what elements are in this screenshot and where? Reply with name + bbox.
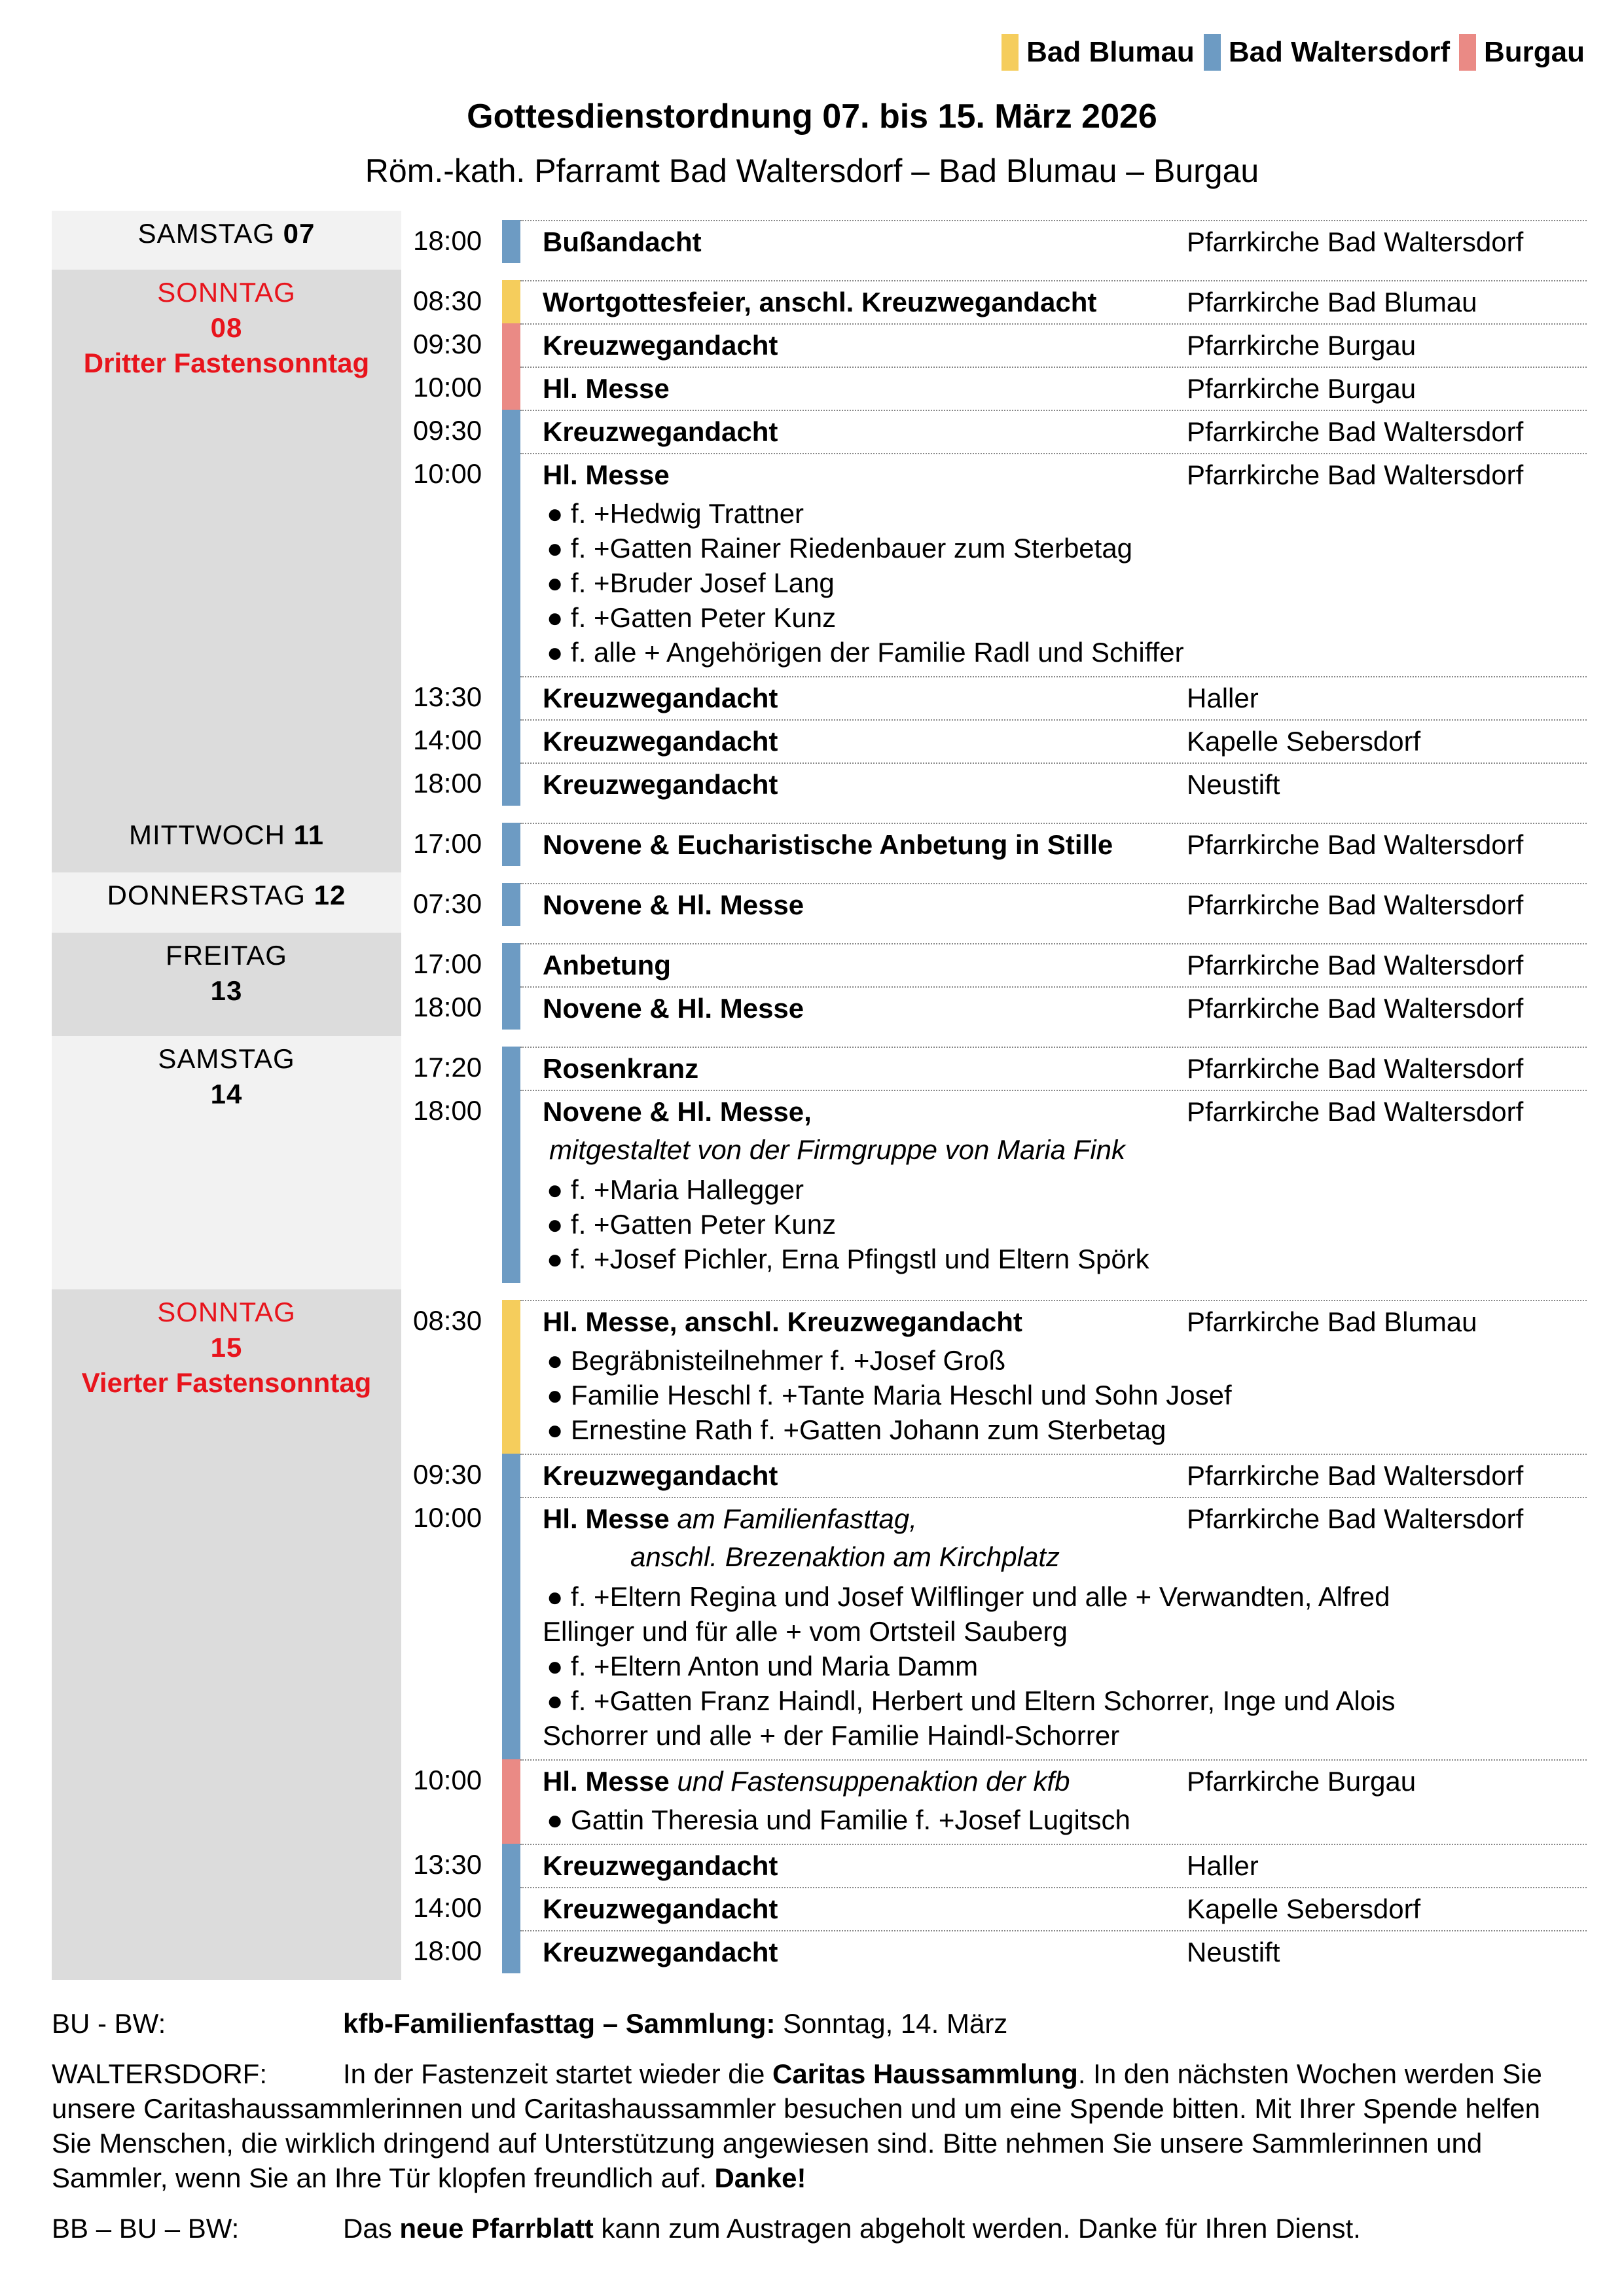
event-title: Hl. Messe xyxy=(543,373,670,404)
intention: ● f. alle + Angehörigen der Familie Radl und Schiffer xyxy=(547,637,1184,668)
event-title-italic: und Fastensuppenaktion der kfb xyxy=(677,1766,1070,1797)
weekday: SAMSTAG xyxy=(137,218,275,249)
event-row xyxy=(413,762,1587,806)
event-time: 08:30 xyxy=(413,285,482,316)
event-time: 10:00 xyxy=(413,372,482,403)
day-number: 11 xyxy=(293,819,325,850)
event-time: 18:00 xyxy=(413,225,482,256)
event-row xyxy=(413,1300,1587,1454)
event-title: Hl. Messe xyxy=(543,459,670,490)
event-time: 18:00 xyxy=(413,1095,482,1126)
event-location: Pfarrkirche Bad Waltersdorf xyxy=(1187,993,1524,1024)
event-title: Kreuzwegandacht xyxy=(543,769,778,800)
event-title: Kreuzwegandacht xyxy=(543,683,778,713)
event-title: Kreuzwegandacht xyxy=(543,1893,778,1924)
intention: ● f. +Maria Hallegger xyxy=(547,1174,804,1205)
event-title: Kreuzwegandacht xyxy=(543,330,778,361)
parish-color-bar xyxy=(502,280,520,323)
day-samstag-07 xyxy=(52,211,1587,270)
event-location: Pfarrkirche Bad Waltersdorf xyxy=(1187,226,1524,257)
intention: Ellinger und für alle + vom Ortsteil Sauberg xyxy=(543,1616,1068,1647)
day-label xyxy=(52,933,401,1036)
parish-color-bar xyxy=(502,367,520,410)
event-title-italic: am Familienfasttag, xyxy=(677,1503,917,1534)
parish-color-bar xyxy=(502,762,520,806)
parish-color-bar xyxy=(502,1497,520,1759)
parish-color-bar xyxy=(502,1090,520,1283)
legend-swatch-bad-blumau xyxy=(1001,34,1019,71)
day-label xyxy=(52,812,401,872)
event-time: 17:00 xyxy=(413,828,482,859)
feast-name: Dritter Fastensonntag xyxy=(83,348,370,378)
event-location: Haller xyxy=(1187,1850,1259,1881)
event-location: Pfarrkirche Bad Waltersdorf xyxy=(1187,829,1524,860)
event-row xyxy=(413,1759,1587,1844)
announcement-bold: Caritas Haussammlung xyxy=(772,2058,1078,2089)
intention: ● f. +Hedwig Trattner xyxy=(547,498,804,529)
event-row xyxy=(413,367,1587,410)
event-row xyxy=(413,986,1587,1030)
mass-intentions xyxy=(543,1574,1587,1759)
event-title: Novene & Hl. Messe, xyxy=(543,1096,812,1127)
legend-swatch-burgau xyxy=(1459,34,1476,71)
event-title: Kreuzwegandacht xyxy=(543,1937,778,1967)
weekday: SONNTAG xyxy=(157,1297,296,1327)
intention: ● Gattin Theresia und Familie f. +Josef Lugitsch xyxy=(547,1804,1130,1835)
intention: ● Ernestine Rath f. +Gatten Johann zum Sterbetag xyxy=(547,1414,1166,1445)
event-time: 09:30 xyxy=(413,329,482,359)
event-title-bold: Hl. Messe xyxy=(543,1503,670,1534)
event-row xyxy=(413,823,1587,866)
event-title: Kreuzwegandacht xyxy=(543,726,778,757)
announcement-bold: kfb-Familienfasttag – Sammlung: xyxy=(343,2008,776,2039)
event-row xyxy=(413,676,1587,719)
parish-color-bar xyxy=(502,323,520,367)
mass-intentions xyxy=(543,1343,1587,1454)
event-location: Pfarrkirche Bad Waltersdorf xyxy=(1187,950,1524,980)
page-title: Gottesdienstordnung 07. bis 15. März 2026 xyxy=(467,98,1157,135)
page-subtitle: Röm.-kath. Pfarramt Bad Waltersdorf – Bad Blumau – Burgau xyxy=(365,152,1259,189)
mass-intentions xyxy=(543,1167,1587,1283)
event-row xyxy=(413,1844,1587,1887)
event-location: Kapelle Sebersdorf xyxy=(1187,1893,1421,1924)
weekday: DONNERSTAG xyxy=(107,880,306,910)
event-time: 10:00 xyxy=(413,458,482,489)
day-number: 13 xyxy=(210,975,243,1006)
event-location: Pfarrkirche Bad Waltersdorf xyxy=(1187,459,1524,490)
event-location: Neustift xyxy=(1187,1937,1280,1967)
parish-color-bar xyxy=(502,1300,520,1454)
day-sonntag-15 xyxy=(52,1289,1587,1980)
legend-label-burgau: Burgau xyxy=(1484,36,1585,68)
mass-intentions xyxy=(543,496,1587,676)
parish-color-bar xyxy=(502,1047,520,1090)
parish-color-bar xyxy=(502,410,520,453)
parish-color-bar xyxy=(502,676,520,719)
event-location: Haller xyxy=(1187,683,1259,713)
legend-label-bad-blumau: Bad Blumau xyxy=(1026,36,1195,68)
event-row xyxy=(413,943,1587,986)
event-location: Pfarrkirche Bad Waltersdorf xyxy=(1187,416,1524,447)
event-time: 10:00 xyxy=(413,1765,482,1795)
event-title: Rosenkranz xyxy=(543,1053,699,1084)
event-location: Kapelle Sebersdorf xyxy=(1187,726,1421,757)
announcement-bb-bu-bw xyxy=(52,2211,1587,2246)
event-title: Bußandacht xyxy=(543,226,702,257)
intention: ● f. +Eltern Regina und Josef Wilflinger und alle + Verwandten, Alfred xyxy=(547,1581,1390,1612)
intention: ● f. +Gatten Peter Kunz xyxy=(547,602,837,633)
parish-legend xyxy=(992,33,1585,72)
event-time: 14:00 xyxy=(413,725,482,755)
event-title: Hl. Messe, anschl. Kreuzwegandacht xyxy=(543,1306,1022,1337)
parish-color-bar xyxy=(502,1454,520,1497)
event-time: 09:30 xyxy=(413,415,482,446)
event-row xyxy=(413,220,1587,263)
intention: Schorrer und alle + der Familie Haindl-Schorrer xyxy=(543,1720,1120,1751)
announcement-tag: BB – BU – BW: xyxy=(52,2213,240,2244)
legend-label-bad-waltersdorf: Bad Waltersdorf xyxy=(1228,36,1450,68)
intention: ● f. +Bruder Josef Lang xyxy=(547,567,835,598)
announcement-text: In der Fastenzeit startet wieder die xyxy=(343,2058,772,2089)
event-location: Pfarrkirche Bad Waltersdorf xyxy=(1187,1053,1524,1084)
event-row xyxy=(413,323,1587,367)
event-time: 13:30 xyxy=(413,681,482,712)
event-time: 18:00 xyxy=(413,1935,482,1966)
announcement-text: Sonntag, 14. März xyxy=(775,2008,1008,2039)
day-mittwoch-11 xyxy=(52,812,1587,872)
event-row xyxy=(413,410,1587,453)
event-title: Wortgottesfeier, anschl. Kreuzwegandacht xyxy=(543,287,1097,317)
event-title xyxy=(543,1498,1171,1540)
event-title: Kreuzwegandacht xyxy=(543,416,778,447)
announcement-bu-bw xyxy=(52,2006,1587,2041)
event-time: 09:30 xyxy=(413,1459,482,1490)
intention: ● f. +Josef Pichler, Erna Pfingstl und Eltern Spörk xyxy=(547,1244,1149,1274)
day-samstag-14 xyxy=(52,1036,1587,1289)
event-row xyxy=(413,1497,1587,1759)
day-number: 15 xyxy=(210,1332,243,1363)
parish-color-bar xyxy=(502,1759,520,1844)
event-row xyxy=(413,1090,1587,1283)
announcement-text: . In den nächsten Wochen werden Sie unsere Caritashaussammlerinnen und Caritashaussammler besuchen und um eine Spende bitten. Mit Ihrer Spende helfen Sie Menschen, die wirklich dringend auf Unterstützung angewiesen sind. Bitte nehmen Sie unsere Sammlerinnen und Sammler, wenn Sie an Ihre Tür klopfen freundlich auf. xyxy=(52,2058,1542,2193)
weekday: SONNTAG xyxy=(157,277,296,308)
parish-color-bar xyxy=(502,883,520,926)
event-title: Anbetung xyxy=(543,950,671,980)
announcement-bold: neue Pfarrblatt xyxy=(399,2213,594,2244)
parish-color-bar xyxy=(502,1930,520,1973)
event-title xyxy=(543,1761,1171,1803)
announcement-tag: WALTERSDORF: xyxy=(52,2058,268,2089)
event-time: 18:00 xyxy=(413,768,482,798)
weekday: FREITAG xyxy=(166,940,287,971)
intention: ● Begräbnisteilnehmer f. +Josef Groß xyxy=(547,1345,1006,1376)
intention: ● f. +Gatten Rainer Riedenbauer zum Sterbetag xyxy=(547,533,1133,564)
day-label xyxy=(52,1036,401,1289)
legend-swatch-bad-waltersdorf xyxy=(1204,34,1221,71)
day-label xyxy=(52,270,401,812)
event-location: Neustift xyxy=(1187,769,1280,800)
day-number: 14 xyxy=(210,1079,243,1109)
event-time: 17:20 xyxy=(413,1052,482,1083)
announcement-waltersdorf xyxy=(52,2056,1587,2195)
announcement-tag: BU - BW: xyxy=(52,2008,166,2039)
parish-color-bar xyxy=(502,220,520,263)
event-note: anschl. Brezenaktion am Kirchplatz xyxy=(630,1541,1060,1572)
event-title: Novene & Hl. Messe xyxy=(543,889,804,920)
parish-color-bar xyxy=(502,719,520,762)
event-title: Kreuzwegandacht xyxy=(543,1850,778,1881)
event-row xyxy=(413,719,1587,762)
event-row xyxy=(413,1047,1587,1090)
event-note: mitgestaltet von der Firmgruppe von Maria Fink xyxy=(549,1134,1126,1165)
weekday: SAMSTAG xyxy=(158,1043,295,1074)
intention: ● f. +Gatten Franz Haindl, Herbert und Eltern Schorrer, Inge und Alois xyxy=(547,1685,1396,1716)
day-number: 07 xyxy=(283,218,316,249)
parish-color-bar xyxy=(502,453,520,676)
intention: ● f. +Eltern Anton und Maria Damm xyxy=(547,1651,979,1681)
event-row xyxy=(413,1930,1587,1973)
event-time: 14:00 xyxy=(413,1892,482,1923)
day-donnerstag-12 xyxy=(52,872,1587,933)
event-time: 13:30 xyxy=(413,1849,482,1880)
event-location: Pfarrkirche Bad Waltersdorf xyxy=(1187,889,1524,920)
day-sonntag-08 xyxy=(52,270,1587,812)
event-title: Kreuzwegandacht xyxy=(543,1460,778,1491)
parish-color-bar xyxy=(502,1844,520,1887)
schedule-table xyxy=(52,211,1587,1980)
event-location: Pfarrkirche Burgau xyxy=(1187,373,1416,404)
event-row xyxy=(413,1454,1587,1497)
intention: ● Familie Heschl f. +Tante Maria Heschl und Sohn Josef xyxy=(547,1380,1232,1410)
announcement-text: Das xyxy=(343,2213,400,2244)
parish-color-bar xyxy=(502,823,520,866)
event-location: Pfarrkirche Burgau xyxy=(1187,1766,1416,1797)
event-row xyxy=(413,883,1587,926)
announcements xyxy=(52,2006,1587,2261)
event-location: Pfarrkirche Burgau xyxy=(1187,330,1416,361)
event-location: Pfarrkirche Bad Waltersdorf xyxy=(1187,1503,1524,1534)
feast-name: Vierter Fastensonntag xyxy=(81,1367,372,1398)
event-row xyxy=(413,453,1587,676)
event-time: 18:00 xyxy=(413,992,482,1022)
event-title: Novene & Eucharistische Anbetung in Stille xyxy=(543,829,1113,860)
day-label xyxy=(52,211,401,270)
event-time: 17:00 xyxy=(413,948,482,979)
event-title: Novene & Hl. Messe xyxy=(543,993,804,1024)
day-label xyxy=(52,872,401,933)
day-number: 08 xyxy=(210,312,243,343)
mass-intentions xyxy=(543,1803,1587,1844)
announcement-bold: Danke! xyxy=(714,2162,806,2193)
weekday: MITTWOCH xyxy=(128,819,285,850)
event-time: 10:00 xyxy=(413,1502,482,1533)
parish-color-bar xyxy=(502,943,520,986)
announcement-text: kann zum Austragen abgeholt werden. Danke für Ihren Dienst. xyxy=(593,2213,1361,2244)
event-title-bold: Hl. Messe xyxy=(543,1766,670,1797)
day-label xyxy=(52,1289,401,1980)
event-location: Pfarrkirche Bad Blumau xyxy=(1187,287,1477,317)
event-location: Pfarrkirche Bad Blumau xyxy=(1187,1306,1477,1337)
event-time: 07:30 xyxy=(413,888,482,919)
parish-color-bar xyxy=(502,1887,520,1930)
event-time: 08:30 xyxy=(413,1305,482,1336)
day-freitag-13 xyxy=(52,933,1587,1036)
event-row xyxy=(413,280,1587,323)
event-row xyxy=(413,1887,1587,1930)
intention: ● f. +Gatten Peter Kunz xyxy=(547,1209,837,1240)
parish-color-bar xyxy=(502,986,520,1030)
event-location: Pfarrkirche Bad Waltersdorf xyxy=(1187,1096,1524,1127)
day-number: 12 xyxy=(314,880,346,910)
event-location: Pfarrkirche Bad Waltersdorf xyxy=(1187,1460,1524,1491)
